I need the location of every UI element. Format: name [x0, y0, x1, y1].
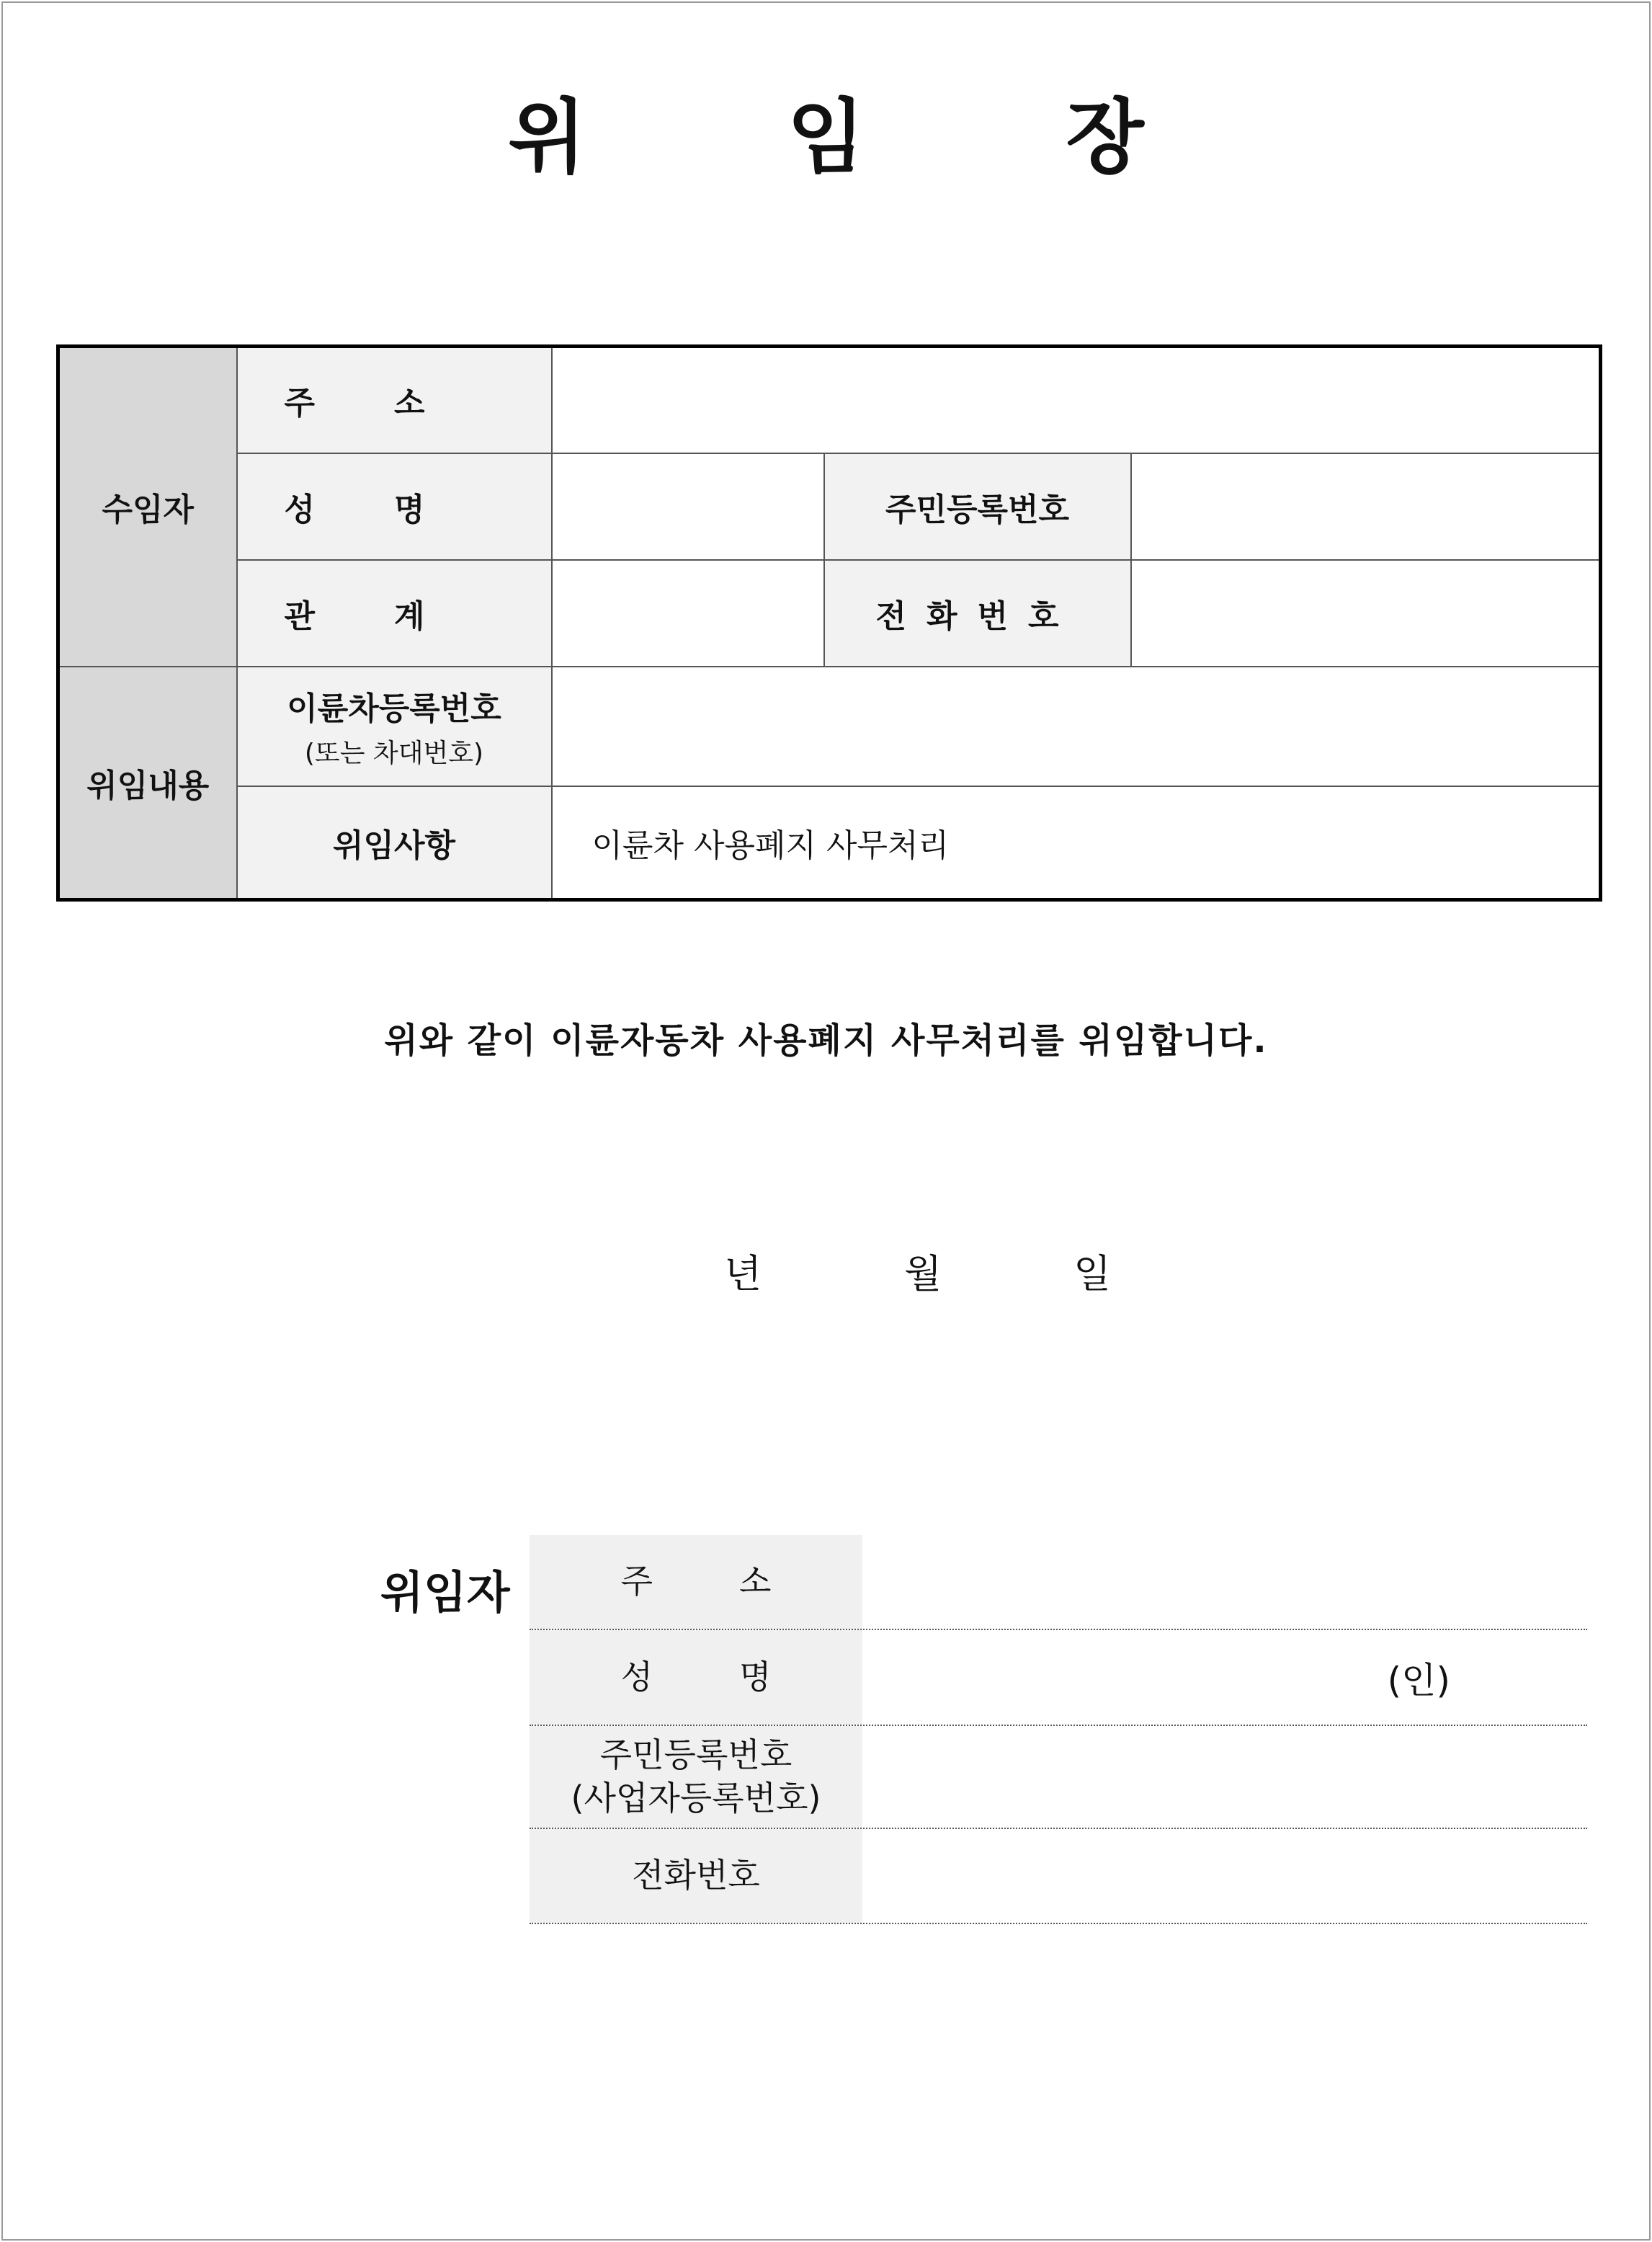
delegator-name-label-text: 성명 — [620, 1657, 858, 1696]
delegator-resident-no-label — [530, 1726, 862, 1828]
delegation-group-label: 위임내용 — [58, 667, 237, 900]
recipient-phone-field[interactable] — [1131, 560, 1601, 667]
vehicle-no-row — [58, 667, 1601, 786]
delegator-name-field[interactable] — [862, 1630, 1587, 1725]
vehicle-no-label-sub: (또는 차대번호) — [304, 739, 484, 768]
delegator-address-row — [530, 1535, 1587, 1630]
delegator-phone-label — [530, 1829, 862, 1923]
recipient-address-field[interactable] — [552, 347, 1601, 453]
recipient-address-row — [58, 347, 1601, 453]
date-month[interactable]: 월 — [904, 1251, 942, 1296]
seal-mark: (인) — [1387, 1659, 1450, 1701]
delegation-matter-label: 위임사항 — [237, 786, 552, 900]
delegator-title: 위임자 — [380, 1566, 510, 1619]
date-day[interactable]: 일 — [1073, 1251, 1112, 1296]
delegator-address-field[interactable] — [862, 1535, 1587, 1629]
delegator-phone-row — [530, 1829, 1587, 1924]
recipient-name-label: 성명 — [237, 453, 552, 560]
document-title: 위 임 장 — [508, 91, 1231, 184]
delegation-statement: 위와 같이 이륜자동차 사용폐지 사무처리를 위임합니다. — [384, 1020, 1268, 1061]
delegation-matter-value: 이륜차 사용폐지 사무처리 — [552, 786, 1601, 900]
date-year[interactable]: 년 — [724, 1251, 762, 1296]
delegator-name-label — [530, 1630, 862, 1725]
delegation-matter-row — [58, 786, 1601, 900]
recipient-table — [56, 344, 1602, 902]
recipient-group-label: 수임자 — [58, 347, 237, 667]
recipient-address-label: 주소 — [237, 347, 552, 453]
recipient-resident-no-label: 주민등록번호 — [824, 453, 1131, 560]
delegator-business-no-label-text: (사업자등록번호) — [571, 1778, 821, 1818]
recipient-resident-no-field[interactable] — [1131, 453, 1601, 560]
delegator-resident-no-row — [530, 1726, 1587, 1829]
recipient-relation-field[interactable] — [552, 560, 824, 667]
vehicle-no-field[interactable] — [552, 667, 1601, 786]
recipient-phone-label: 전화번호 — [824, 560, 1131, 667]
delegator-address-label — [530, 1535, 862, 1629]
recipient-relation-label: 관계 — [237, 560, 552, 667]
delegator-phone-field[interactable] — [862, 1829, 1587, 1923]
delegator-name-row — [530, 1630, 1587, 1726]
delegator-phone-label-text: 전화번호 — [632, 1856, 760, 1895]
vehicle-no-label-main: 이륜차등록번호 — [287, 690, 501, 727]
delegator-resident-no-field[interactable] — [862, 1726, 1587, 1828]
delegator-resident-no-label-text: 주민등록번호 — [599, 1735, 792, 1774]
delegator-address-label-text: 주소 — [620, 1562, 858, 1601]
vehicle-no-label — [237, 667, 552, 786]
recipient-name-row — [58, 453, 1601, 560]
recipient-name-field[interactable] — [552, 453, 824, 560]
recipient-relation-row — [58, 560, 1601, 667]
